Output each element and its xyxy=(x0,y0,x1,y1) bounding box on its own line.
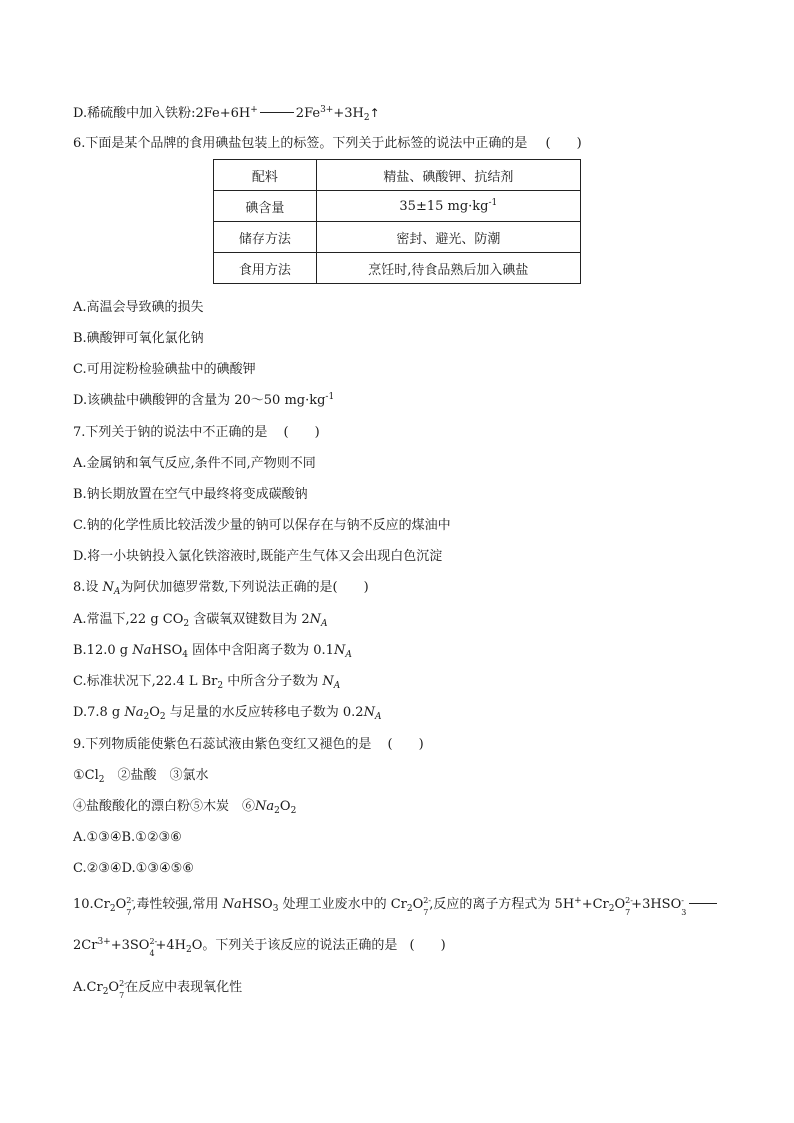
ion-charge: - xyxy=(681,895,684,905)
q6-option-d xyxy=(73,392,334,410)
q8-c-prefix: C.标准状况下,22.4 L Br xyxy=(73,674,218,689)
q8-b-mid: HSO xyxy=(151,643,183,658)
table-key: 碘含量 xyxy=(214,191,317,222)
table-key: 配料 xyxy=(214,160,317,191)
table-key: 储存方法 xyxy=(214,222,317,253)
q10-hso: HSO xyxy=(241,897,273,912)
q10-text-f: +Cr xyxy=(581,897,609,912)
gas-arrow-icon: ↑ xyxy=(369,106,380,120)
q6-answer-paren: ( ) xyxy=(545,136,582,151)
q8-option-a xyxy=(73,611,328,629)
sodium-symbol: Na xyxy=(222,897,242,912)
ion-stack xyxy=(119,978,127,1000)
subscript: 2 xyxy=(98,775,105,785)
iodine-content-value: 35±15 mg·kg xyxy=(399,198,489,214)
q9-items-2-3: ②盐酸 ③氯水 xyxy=(104,768,209,783)
q8-a-prefix: A.常温下,22 g CO xyxy=(73,612,184,627)
q9-options-cd: C.②③④D.①③④⑤⑥ xyxy=(73,861,194,876)
q5-d-suffix: +3H xyxy=(333,106,364,121)
q10-option-a xyxy=(73,978,243,1000)
table-row xyxy=(214,253,581,284)
q8-stem-b: 为阿伏加德罗常数,下列说法正确的是( ) xyxy=(120,580,369,595)
table-row xyxy=(214,160,581,191)
q10-answer-paren: ( ) xyxy=(409,938,446,953)
q5-option-d xyxy=(73,104,380,123)
charge-sup: 3+ xyxy=(320,105,334,115)
ion-charge: 2- xyxy=(119,978,127,988)
ion-subscript: 7 xyxy=(119,990,125,1000)
q10-a-suffix: 在反应中表现氧化性 xyxy=(125,980,243,995)
q8-d-prefix: D.7.8 g xyxy=(73,705,125,720)
unit-exponent: -1 xyxy=(488,197,498,208)
q7-answer-paren: ( ) xyxy=(283,425,320,440)
subscript: 3 xyxy=(272,904,279,914)
table-value: 密封、避光、防潮 xyxy=(316,222,580,253)
ion-charge: 2- xyxy=(423,895,432,905)
q9-stem-text: 9.下列物质能使紫色石蕊试液由紫色变红又褪色的是 xyxy=(73,737,372,752)
subscript: 2 xyxy=(109,904,116,914)
q7-option-b: B.钠长期放置在空气中最终将变成碳酸钠 xyxy=(73,487,308,502)
subscript: 2 xyxy=(274,806,280,816)
equals-line xyxy=(260,112,294,113)
q10-prefix: 10.Cr xyxy=(73,897,110,912)
subscript: 2 xyxy=(406,904,413,914)
charge-sup: + xyxy=(250,105,258,115)
q8-c-mid: 中所含分子数为 xyxy=(223,674,323,689)
q8-option-d xyxy=(73,704,381,722)
avogadro-symbol: N xyxy=(102,580,114,595)
salt-label-table xyxy=(213,159,581,284)
sodium-symbol: Na xyxy=(124,705,144,720)
q9-items-line1 xyxy=(73,767,209,785)
ion-subscript: 3 xyxy=(681,907,687,917)
subscript: A xyxy=(321,619,328,629)
ion-subscript: 7 xyxy=(126,907,132,917)
subscript: A xyxy=(333,681,341,691)
q7-option-a: A.金属钠和氧气反应,条件不同,产物则不同 xyxy=(73,456,316,471)
q5-d-fe: 2Fe xyxy=(295,106,321,121)
ion-stack xyxy=(126,895,135,917)
q10-a-prefix: A.Cr xyxy=(73,980,103,995)
table-key: 食用方法 xyxy=(214,253,317,284)
q9-item-1: ①Cl xyxy=(73,768,99,783)
q10-line2 xyxy=(73,936,446,958)
q6-stem xyxy=(73,135,582,153)
q10-line1 xyxy=(73,895,719,917)
q10-text-b: ,毒性较强,常用 xyxy=(132,897,223,912)
q7-option-c: C.钠的化学性质比较活泼少量的钠可以保存在与钠不反应的煤油中 xyxy=(73,518,451,533)
table-row xyxy=(214,191,581,222)
equals-line xyxy=(689,903,717,904)
q8-a-mid: 含碳氧双键数目为 2 xyxy=(189,612,310,627)
q7-option-d: D.将一小块钠投入氯化铁溶液时,既能产生气体又会出现白色沉淀 xyxy=(73,549,443,564)
subscript: 2 xyxy=(608,904,615,914)
subscript: 4 xyxy=(182,650,188,660)
q9-stem xyxy=(73,736,424,754)
table-value: 精盐、碘酸钾、抗结剂 xyxy=(316,160,580,191)
q10-text-d2: O。下列关于该反应的说法正确的是 xyxy=(191,938,398,953)
q6-d-text: D.该碘盐中碘酸钾的含量为 20～50 mg·kg xyxy=(73,393,326,408)
q7-stem-text: 7.下列关于钠的说法中不正确的是 xyxy=(73,425,268,440)
q6-option-a: A.高温会导致碘的损失 xyxy=(73,300,204,315)
subscript: 2 xyxy=(363,113,370,123)
table-value: 烹饪时,待食品熟后加入碘盐 xyxy=(316,253,580,284)
ion-subscript: 7 xyxy=(423,907,429,917)
ion-stack xyxy=(149,936,158,958)
subscript: 2 xyxy=(217,681,224,691)
q10-text-g: +3HSO xyxy=(631,897,682,912)
avogadro-symbol: N xyxy=(333,643,346,658)
sodium-symbol: Na xyxy=(132,643,152,658)
subscript: 2 xyxy=(290,806,297,816)
q8-option-b xyxy=(73,642,352,660)
q6-option-c: C.可用淀粉检验碘盐中的碘酸钾 xyxy=(73,362,256,377)
q9-answer-paren: ( ) xyxy=(387,737,424,752)
q5-d-prefix: D.稀硫酸中加入铁粉:2Fe+6H xyxy=(73,106,251,121)
q8-b-suffix: 固体中含阳离子数为 0.1 xyxy=(188,643,334,658)
ion-stack xyxy=(423,895,432,917)
q8-b-prefix: B.12.0 g xyxy=(73,643,133,658)
q10-h: +4H xyxy=(155,938,186,953)
oxygen-symbol: O xyxy=(412,897,424,912)
subscript: 2 xyxy=(143,712,150,722)
unit-exponent: -1 xyxy=(325,392,335,402)
table-value xyxy=(316,191,580,222)
oxygen-symbol: O xyxy=(108,980,120,995)
subscript: A xyxy=(345,650,352,660)
q9-options-ab: A.①③④B.①②③⑥ xyxy=(73,830,182,845)
sodium-symbol: Na xyxy=(255,799,275,814)
subscript: 2 xyxy=(159,712,166,722)
charge-sup: 3+ xyxy=(97,937,111,947)
q8-d-mid: 与足量的水反应转移电子数为 0.2 xyxy=(165,705,364,720)
q9-items-4-6: ④盐酸酸化的漂白粉⑤木炭 ⑥ xyxy=(73,799,256,814)
q8-option-c xyxy=(73,673,340,691)
oxygen-symbol: O xyxy=(279,799,291,814)
subscript: 2 xyxy=(102,987,109,997)
avogadro-symbol: N xyxy=(322,674,334,689)
subscript: 2 xyxy=(183,619,190,629)
table-row xyxy=(214,222,581,253)
oxygen-symbol: O xyxy=(115,897,127,912)
q9-items-line2 xyxy=(73,798,296,816)
avogadro-symbol: N xyxy=(363,705,375,720)
q7-stem xyxy=(73,424,320,442)
oxygen-symbol: O xyxy=(149,705,160,720)
q8-stem-a: 8.设 xyxy=(73,580,103,595)
q8-stem xyxy=(73,579,369,597)
q10-so: +3SO xyxy=(110,938,150,953)
subscript: 2 xyxy=(185,945,192,955)
ion-subscript: 4 xyxy=(149,948,155,958)
ion-stack xyxy=(681,895,687,917)
charge-sup: + xyxy=(574,896,582,906)
ion-subscript: 7 xyxy=(625,907,631,917)
q6-option-b: B.碘酸钾可氧化氯化钠 xyxy=(73,331,204,346)
subscript: A xyxy=(374,712,382,722)
oxygen-symbol: O xyxy=(614,897,626,912)
ion-charge: 2- xyxy=(149,936,158,946)
avogadro-symbol: N xyxy=(309,612,322,627)
ion-stack xyxy=(625,895,633,917)
q6-stem-text: 6.下面是某个品牌的食用碘盐包装上的标签。下列关于此标签的说法中正确的是 xyxy=(73,136,528,151)
q10-cr: 2Cr xyxy=(73,938,98,953)
q10-text-e: ,反应的离子方程式为 5H xyxy=(429,897,575,912)
ion-charge: 2- xyxy=(126,895,135,905)
ion-charge: 2- xyxy=(625,895,633,905)
q10-text-d: 处理工业废水中的 Cr xyxy=(278,897,407,912)
subscript: A xyxy=(113,587,121,597)
